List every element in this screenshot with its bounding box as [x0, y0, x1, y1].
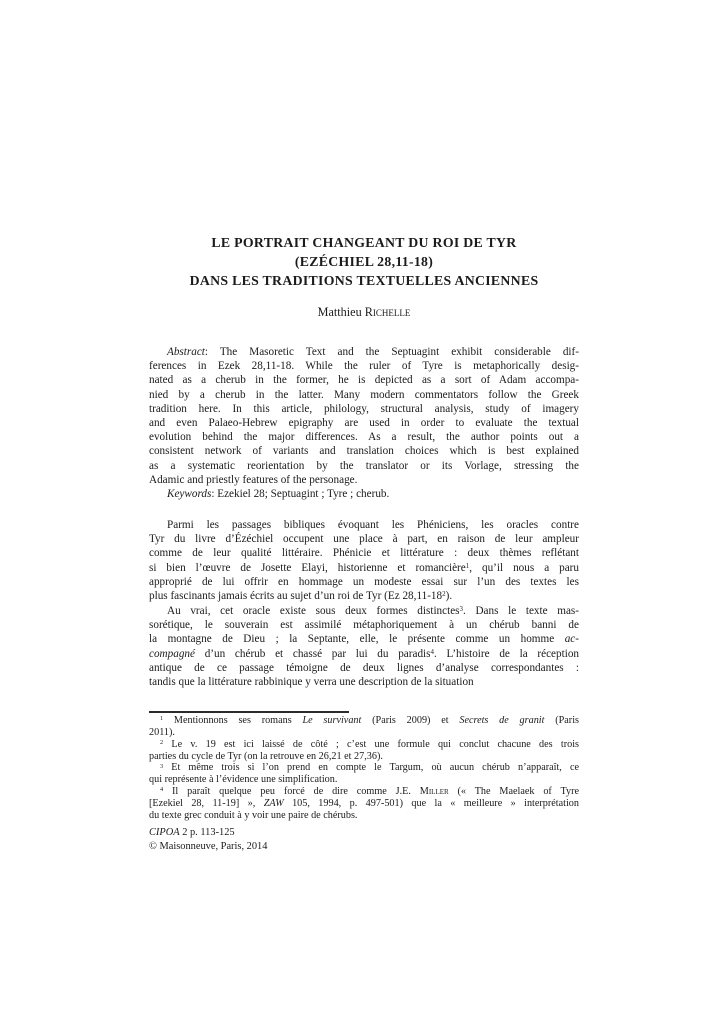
text-line: [149, 473, 579, 487]
document-page: [149, 0, 579, 1024]
text-run: plus fascinants jamais écrits au sujet d’un roi de Tyr (Ez 28,11-18: [149, 590, 443, 603]
title-line-2: (EZÉCHIEL 28,11-18): [294, 254, 434, 270]
text-line: [149, 546, 579, 560]
footnote-marker: 1: [465, 561, 470, 570]
text-run: la montagne de Dieu ; la Septante, elle, le présente comme un homme: [149, 633, 565, 646]
text-run: : The Masoretic Text and the Septuagint exhibit considerable dif-: [204, 346, 579, 358]
text-line: [149, 774, 579, 786]
text-line: [149, 430, 579, 444]
page-footer: [149, 826, 579, 854]
text-run: , qu’il nous a paru: [469, 561, 580, 574]
text-run: antique de ce passage témoigne de deux lignes d’analyse correspondantes :: [149, 661, 579, 674]
text-run: (Paris 2009) et: [361, 715, 460, 726]
text-line: [149, 589, 579, 603]
text-run: and even Palaeo-Hebrew epigraphy are used in order to evaluate the textual: [149, 417, 579, 430]
text-line: [149, 402, 579, 416]
text-run: qui représente à l’évidence une simplification.: [149, 774, 338, 786]
text-run: nated as a cherub in the former, he is depicted as a sort of Adam accompa-: [149, 374, 579, 387]
text-run: Au vrai, cet oracle existe sous deux formes distinctes: [167, 605, 460, 617]
text-run: tradition here. In this article, philology, structural analysis, study of imagery: [149, 402, 579, 415]
text-line: [149, 359, 579, 373]
author-last-name: Richelle: [364, 305, 411, 319]
text-run: 105, 1994, p. 497-501) que la « meilleure » interprétation: [283, 797, 579, 809]
text-line: [149, 618, 579, 632]
text-line: [149, 786, 579, 798]
text-run: du texte grec conduit à y voir une paire de chérubs.: [149, 809, 358, 821]
body-paragraph-2: [149, 604, 579, 689]
text-run: Abstract: [167, 346, 205, 358]
text-run: si bien l’œuvre de Josette Elayi, historienne et romancière: [149, 561, 466, 574]
title-line-1: LE PORTRAIT CHANGEANT DU ROI DE TYR: [211, 235, 517, 250]
footnote-marker: 2: [442, 590, 446, 599]
author-line: [149, 303, 579, 322]
text-line: [149, 532, 579, 546]
text-line: [149, 518, 579, 532]
text-line: [149, 715, 579, 727]
title-line-3: DANS LES TRADITIONS TEXTUELLES ANCIENNES: [189, 273, 539, 289]
footnotes: [149, 715, 579, 822]
text-line: [149, 604, 579, 618]
text-line: [149, 647, 579, 661]
footnote-separator-rule: [149, 711, 349, 713]
text-line: [149, 762, 579, 774]
text-run: (Paris: [544, 715, 579, 726]
text-run: (« The Maelaek of Tyre: [448, 786, 580, 798]
text-run: Le v. 19 est ici laissé de côté ; c’est une formule qui conclut chacune des trois: [163, 738, 579, 750]
abstract: [149, 345, 579, 501]
text-line: [149, 373, 579, 387]
text-run: Miller: [419, 786, 449, 798]
footnote-marker: 4: [160, 786, 164, 794]
text-run: Et même trois si l’on prend en compte le Targum, où aucun chérub n’apparaît, ce: [163, 762, 579, 774]
text-run: Le survivant: [302, 715, 362, 726]
text-line: [149, 826, 579, 840]
text-run: approprié de lui offrir en hommage un modeste essai sur l’un des textes les: [149, 575, 579, 588]
text-line: [149, 561, 579, 575]
text-run: [Ezekiel 28, 11-19] »,: [149, 797, 264, 809]
text-run: tandis que la littérature rabbinique y verra une description de la situation: [149, 676, 474, 689]
text-run: comme de leur qualité littéraire. Phénicie et littérature : deux thèmes reflétant: [149, 547, 579, 560]
text-run: Tyr du livre d’Ézéchiel occupent une place à part, en raison de leur ampleur: [149, 533, 579, 546]
text-line: [149, 575, 579, 589]
text-run: CIPOA: [149, 827, 180, 838]
text-line: [149, 739, 579, 751]
text-line: [149, 632, 579, 646]
text-run: Parmi les passages bibliques évoquant les Phéniciens, les oracles contre: [167, 519, 579, 531]
text-run: Mentionnons ses romans: [163, 715, 303, 726]
text-run: © Maisonneuve, Paris, 2014: [149, 841, 268, 853]
footnote-marker: 3: [459, 605, 464, 614]
author-first-name: Matthieu: [317, 305, 365, 319]
text-line: [149, 388, 579, 402]
text-run: evolution behind the major differences. As a result, the author points out a: [149, 431, 579, 444]
text-run: nied by a cherub in the latter. Many modern commentators follow the Greek: [149, 388, 579, 401]
text-line: [149, 345, 579, 359]
text-run: : Ezekiel 28; Septuagint ; Tyre ; cherub.: [211, 488, 390, 501]
text-run: compagné: [149, 647, 195, 660]
text-line: [149, 751, 579, 763]
text-line: [149, 459, 579, 473]
text-line: [149, 487, 579, 501]
text-run: Keywords: [167, 488, 212, 501]
text-line: [149, 798, 579, 810]
text-run: ferences in Ezek 28,11-18. While the ruler of Tyre is metaphorically desig-: [149, 360, 579, 373]
text-run: 2011).: [149, 726, 175, 738]
body-paragraph-1: [149, 518, 579, 603]
text-run: parties du cycle de Tyr (on la retrouve en 26,21 et 27,36).: [149, 750, 383, 762]
text-line: [149, 661, 579, 675]
text-run: consistent network of variants and translation choices which is best explained: [149, 445, 579, 458]
text-run: . L’histoire de la réception: [434, 647, 580, 660]
text-run: 2 p. 113-125: [179, 827, 235, 838]
text-line: [149, 840, 579, 854]
footnote-marker: 2: [160, 739, 164, 747]
footnote-marker: 3: [160, 762, 164, 770]
text-run: Secrets de granit: [459, 715, 545, 726]
text-line: [149, 810, 579, 822]
text-run: d’un chérub et chassé par lui du paradis: [194, 647, 431, 660]
text-run: ZAW: [263, 797, 284, 809]
text-run: Il paraît quelque peu forcé de dire comme J.E.: [163, 786, 420, 798]
text-run: Adamic and priestly features of the personage.: [149, 473, 358, 486]
text-line: [149, 727, 579, 739]
text-line: [149, 444, 579, 458]
text-run: sorétique, le souverain est assimilé métaphoriquement à un chérub banni de: [149, 619, 579, 632]
text-run: ).: [445, 590, 453, 603]
text-run: as a systematic reorientation by the translator or its Vorlage, stressing the: [149, 459, 579, 472]
text-line: [149, 416, 579, 430]
text-run: ac-: [564, 633, 579, 646]
footnote-marker: 4: [430, 647, 434, 656]
footnote-marker: 1: [160, 715, 164, 723]
text-run: . Dans le texte mas-: [463, 605, 579, 617]
article-title: [149, 233, 579, 291]
text-line: [149, 675, 579, 689]
